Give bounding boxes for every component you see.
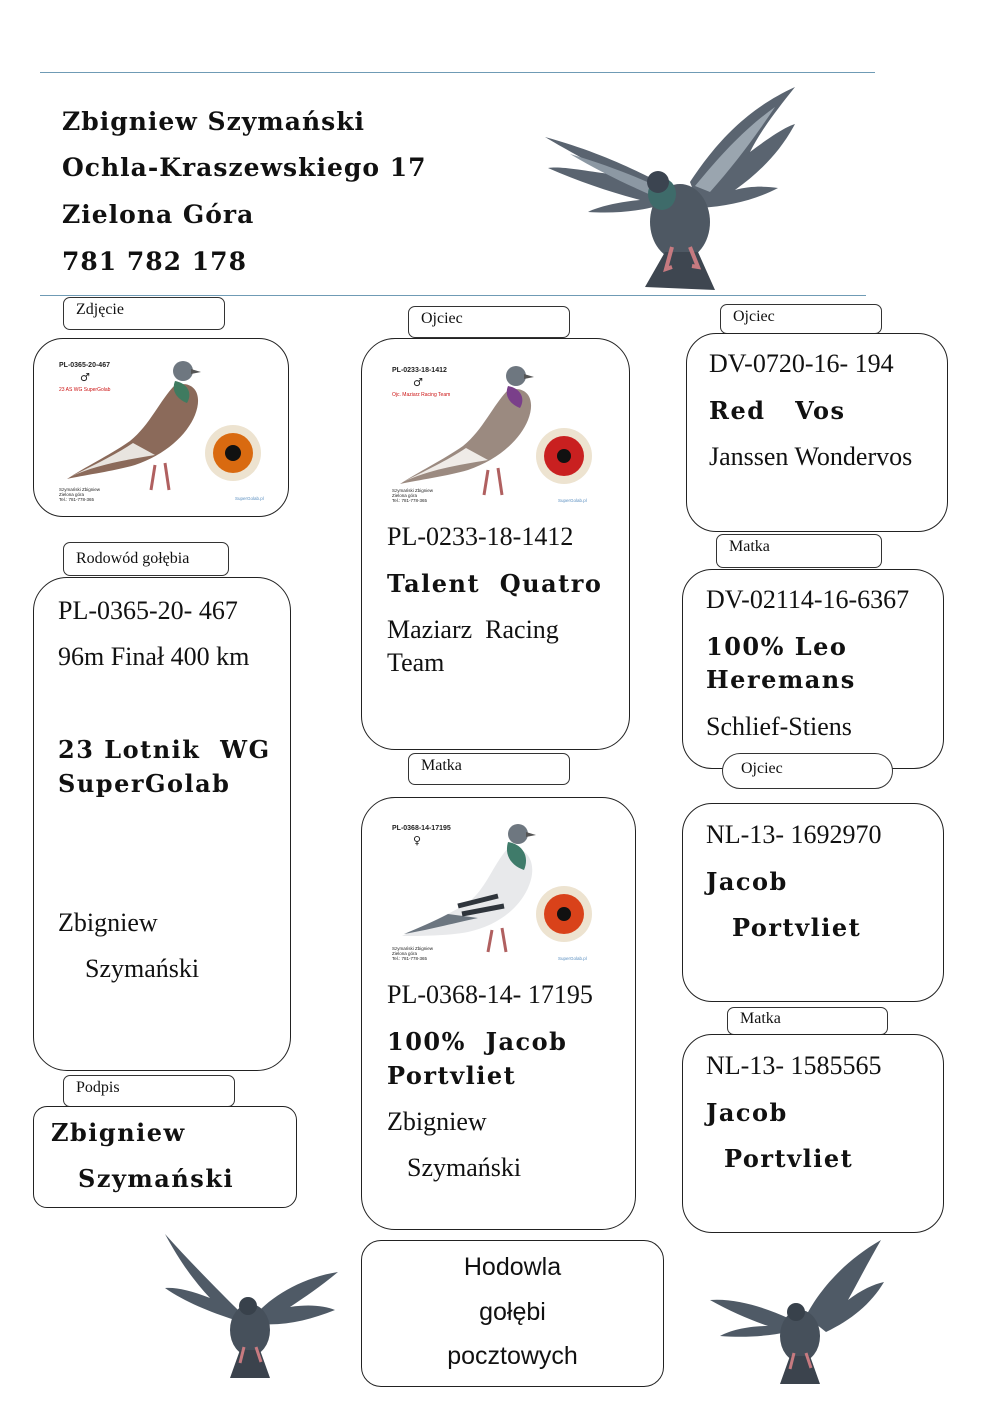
photo-owner-line1: Szymański Zbigniew: [392, 946, 434, 951]
father-ring: PL-0233-18-1412: [387, 522, 574, 551]
pigeon-eye-closeup: [205, 425, 261, 481]
photo-owner-line1: Szymański Zbigniew: [392, 488, 434, 493]
footer-card: [361, 1240, 664, 1387]
breeder-name: Zbigniew Szymański: [62, 107, 366, 136]
photo-brand-logo: SuperGolab.pl: [558, 956, 587, 961]
pedigree-result: 96m Finał 400 km: [58, 642, 250, 671]
father-photo-caption: Ojc. Maziarz Racing Team: [392, 392, 451, 398]
pigeon-tail: [645, 252, 715, 290]
mm-ring: NL-13- 1585565: [706, 1051, 882, 1080]
father-photo: [388, 360, 603, 510]
ff-ring: DV-0720-16- 194: [709, 349, 894, 378]
pigeon-head: [647, 171, 669, 193]
signature-line2: Szymański: [78, 1164, 235, 1193]
fm-ring: DV-02114-16-6367: [706, 585, 910, 614]
mf-ring: NL-13- 1692970: [706, 820, 882, 849]
pedigree-title-line2: SuperGolab: [58, 769, 231, 798]
flying-pigeon-bottom-right-image: [706, 1238, 886, 1388]
pigeon-photo: [55, 355, 270, 505]
photo-owner-line2: Zielona góra: [59, 492, 85, 497]
mm-name-line1: Jacob: [706, 1098, 788, 1127]
mf-name-line1: Jacob: [706, 867, 788, 896]
father-breeder-line2: Team: [387, 648, 445, 677]
footer-line3: pocztowych: [447, 1342, 578, 1370]
header-top-rule: [40, 72, 875, 73]
male-symbol-icon: ♂: [80, 371, 90, 384]
fm-name-line2: Heremans: [706, 665, 856, 694]
breeder-phone: 781 782 178: [62, 247, 247, 276]
father-name: Talent Quatro: [387, 569, 603, 598]
mother-breeder-line2: Szymański: [407, 1153, 522, 1182]
female-symbol-icon: ♀: [413, 834, 422, 847]
pedigree-owner-line1: Zbigniew: [58, 908, 158, 937]
breeder-city: Zielona Góra: [62, 200, 255, 229]
mother-tab: Matka: [408, 753, 570, 785]
pigeon-right-wing: [690, 87, 795, 208]
photo-brand-logo: SuperGolab.pl: [558, 498, 587, 503]
mother-ring: PL-0368-14- 17195: [387, 980, 593, 1009]
photo-tab: Zdjęcie: [63, 297, 225, 330]
signature-line1: Zbigniew: [51, 1118, 186, 1147]
photo-caption: 23 AS WG SuperGolab: [59, 387, 111, 393]
footer-line2: gołębi: [479, 1298, 546, 1326]
fm-breeder: Schlief-Stiens: [706, 712, 852, 741]
mother-photo-ring: PL-0368-14-17195: [392, 825, 451, 832]
fm-name-line1: 100% Leo: [706, 632, 848, 661]
father-tab: Ojciec: [408, 306, 570, 338]
mother-name-line2: Portvliet: [387, 1061, 517, 1090]
photo-ring-number: PL-0365-20-467: [59, 362, 110, 369]
flying-pigeon-bottom-left-image: [160, 1232, 340, 1382]
pigeon-figure: [402, 824, 536, 952]
male-symbol-icon: ♂: [413, 376, 423, 389]
ff-name: Red Vos: [709, 396, 846, 425]
mm-name-line2: Portvliet: [724, 1144, 854, 1173]
grandfather-mother-tab: Ojciec: [722, 753, 893, 789]
pedigree-tab: Rodowód gołębia: [63, 542, 229, 576]
mother-breeder-line1: Zbigniew: [387, 1107, 487, 1136]
mother-photo: [388, 818, 603, 968]
photo-owner-line3: Tel.: 781-778-365: [392, 956, 428, 961]
father-photo-ring: PL-0233-18-1412: [392, 367, 447, 374]
pigeon-eye-closeup: [536, 886, 592, 942]
mother-name-line1: 100% Jacob: [387, 1027, 568, 1056]
photo-owner-line3: Tel.: 781-778-365: [392, 498, 428, 503]
photo-brand-logo: SuperGolab.pl: [235, 496, 264, 501]
signature-tab: Podpis: [63, 1075, 235, 1107]
footer-line1: Hodowla: [463, 1253, 562, 1281]
grandmother-father-tab: Matka: [716, 534, 882, 568]
photo-owner-line1: Szymański Zbigniew: [59, 487, 101, 492]
ff-breeder: Janssen Wondervos: [709, 442, 913, 471]
photo-owner-line2: Zielona góra: [392, 493, 418, 498]
breeder-address: Ochla-Kraszewskiego 17: [62, 153, 427, 182]
grandmother-mother-tab: Matka: [727, 1007, 888, 1035]
pedigree-title-line1: 23 Lotnik WG: [58, 735, 271, 764]
flying-pigeon-header-image: [540, 82, 800, 294]
photo-owner-line3: Tel.: 781-778-365: [59, 497, 95, 502]
header-bottom-rule: [40, 295, 866, 296]
pedigree-owner-line2: Szymański: [85, 954, 200, 983]
father-breeder-line1: Maziarz Racing: [387, 615, 559, 644]
mf-name-line2: Portvliet: [732, 913, 862, 942]
grandfather-father-tab: Ojciec: [720, 304, 882, 334]
photo-owner-line2: Zielona góra: [392, 951, 418, 956]
pedigree-ring: PL-0365-20- 467: [58, 596, 238, 625]
pigeon-eye-closeup: [536, 428, 592, 484]
